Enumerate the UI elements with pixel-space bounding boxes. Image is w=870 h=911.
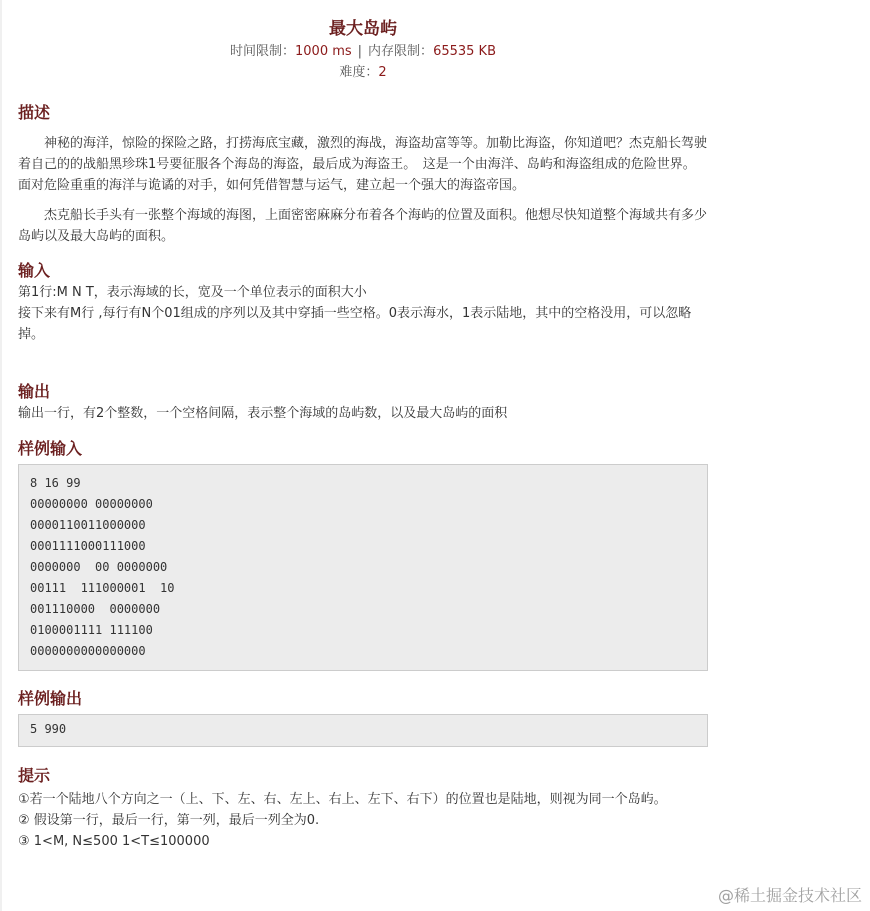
output-heading: 输出 [18,382,51,401]
limits-line [18,41,708,62]
sample-input-line: 0001111000111000 [30,539,146,553]
sample-output-text: 5 990 [30,722,67,736]
hint-line-1: ①若一个陆地八个方向之一（上、下、左、右、左上、右上、左下、右下）的位置也是陆地，则视为同一个岛屿。 [18,792,667,807]
sample-input-line: 0000000000000000 [30,644,146,658]
sample-output-heading: 样例输出 [18,689,83,708]
sample-input-line: 001110000 0000000 [30,602,161,616]
difficulty-label: 难度： [339,65,379,80]
description-paragraph-2: 杰克船长手头有一张整个海域的海图，上面密密麻麻分布着各个海屿的位置及面积。他想尽快知道整个海域共有多少岛屿以及最大岛屿的面积。 [18,208,708,244]
sample-input-line: 00000000 00000000 [30,497,153,511]
hint-heading: 提示 [18,766,51,785]
time-limit-label: 时间限制： [229,44,295,59]
input-line-2: 接下来有M行 ,每行有N个01组成的序列以及其中穿插一些空格。0表示海水，1表示陆地，其中的空格没用，可以忽略掉。 [18,306,692,342]
output-text: 输出一行，有2个整数，一个空格间隔，表示整个海域的岛屿数，以及最大岛屿的面积 [18,406,508,421]
problem-title: 最大岛屿 [329,19,397,39]
description-heading: 描述 [18,103,51,122]
sample-input-heading: 样例输入 [18,439,83,458]
memory-limit-value: 65535 KB [433,44,496,59]
limits-separator: | [357,44,363,59]
time-limit-value: 1000 ms [295,44,352,59]
watermark: @稀土掘金技术社区 [717,886,862,905]
sample-output-block [18,714,708,747]
left-border [0,0,2,911]
problem-page [18,0,708,852]
memory-limit-label: 内存限制： [368,44,434,59]
problem-header [18,0,708,83]
sample-input-line: 8 16 99 [30,476,81,490]
description-paragraph-1: 神秘的海洋，惊险的探险之路，打捞海底宝藏，激烈的海战，海盗劫富等等。加勒比海盗，你知道吧？杰克船长驾驶着自己的的战船黑珍珠1号要征服各个海岛的海盗，最后成为海盗王。 这是一个由海洋、岛屿和海盗组成的危险世界。面对危险重重的海洋与诡谲的对手，如何凭借智慧与运气，建立起一个强大的海盗帝国。 [18,136,708,193]
difficulty-value: 2 [378,65,387,80]
sample-input-line: 0000110011000000 [30,518,146,532]
sample-input-block [18,464,708,671]
hint-line-3: ③ 1<M, N≤500 1<T≤100000 [18,834,210,849]
sample-input-line: 0000000 00 0000000 [30,560,168,574]
input-line-1: 第1行:M N T，表示海域的长，宽及一个单位表示的面积大小 [18,285,367,300]
input-heading: 输入 [18,261,51,280]
hint-line-2: ② 假设第一行，最后一行，第一列，最后一列全为0. [18,813,320,828]
sample-input-line: 0100001111 111100 [30,623,153,637]
difficulty-line [18,62,708,83]
sample-input-line: 00111 111000001 10 [30,581,175,595]
